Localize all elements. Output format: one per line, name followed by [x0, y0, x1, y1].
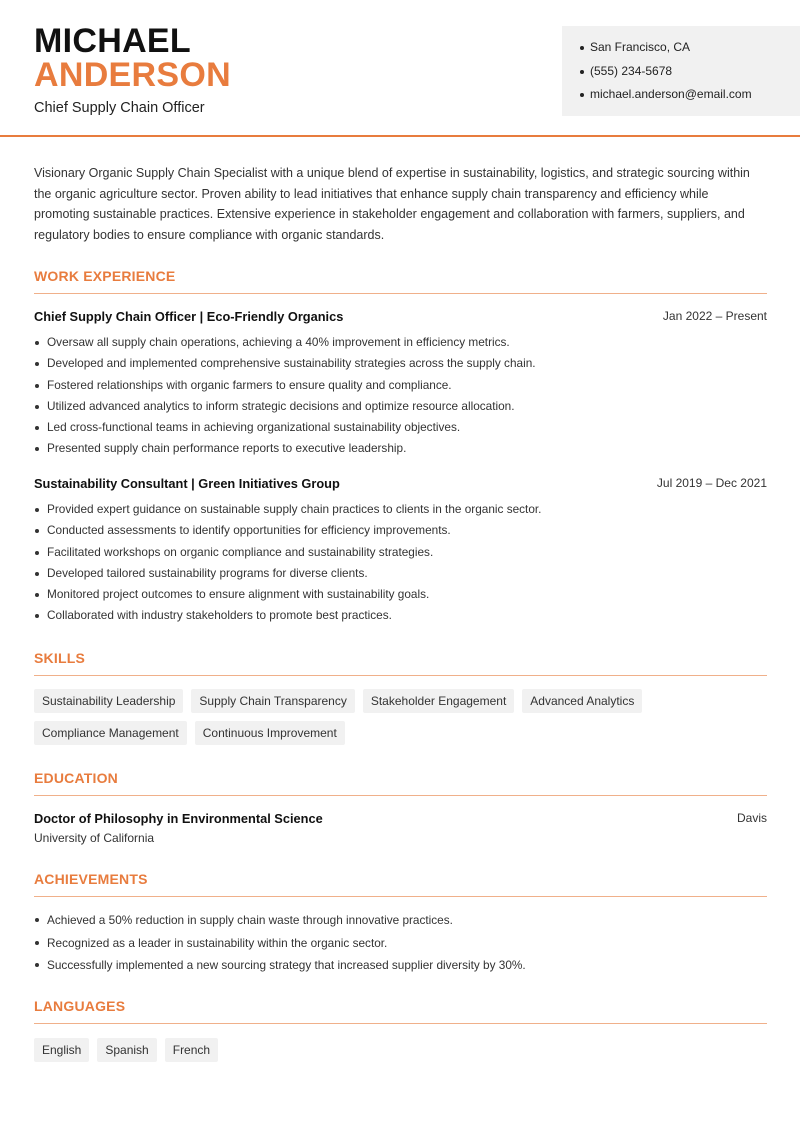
- skill-tag: Supply Chain Transparency: [191, 689, 354, 713]
- achievements-list: [34, 909, 767, 977]
- job-bullets: [34, 499, 767, 627]
- job-bullets: [34, 332, 767, 460]
- skill-tag: Continuous Improvement: [195, 721, 345, 745]
- education-degree: Doctor of Philosophy in Environmental Science: [34, 811, 323, 826]
- contact-email[interactable]: michael.anderson@email.com: [580, 83, 800, 107]
- language-tag: French: [165, 1038, 218, 1062]
- first-name: MICHAEL: [34, 22, 191, 60]
- list-item: Facilitated workshops on organic compliance and sustainability strategies.: [34, 542, 767, 563]
- list-item: Presented supply chain performance reports to executive leadership.: [34, 438, 767, 459]
- list-item: Achieved a 50% reduction in supply chain waste through innovative practices.: [34, 909, 767, 932]
- summary: Visionary Organic Supply Chain Specialist with a unique blend of expertise in sustainability, logistics, and strategic sourcing within the organic agriculture sector. Proven ability to lead initiatives that enhance supply chain transparency and efficiency while promoting sustainable practices. Extensive experience in stakeholder engagement and collaboration with farmers, suppliers, and regulatory bodies to ensure compliance with organic standards.: [34, 166, 750, 243]
- education-school: University of California: [34, 831, 155, 845]
- skill-tag: Sustainability Leadership: [34, 689, 183, 713]
- contact-box: [562, 26, 800, 116]
- languages-list: [34, 1038, 767, 1062]
- skill-tag: Stakeholder Engagement: [363, 689, 514, 713]
- job-title: Chief Supply Chain Officer: [34, 100, 205, 116]
- job-dates: Jan 2022 – Present: [662, 309, 767, 323]
- list-item: Led cross-functional teams in achieving organizational sustainability objectives.: [34, 417, 767, 438]
- language-tag: English: [34, 1038, 89, 1062]
- list-item: Collaborated with industry stakeholders to promote best practices.: [34, 605, 767, 626]
- section-title-skills: SKILLS: [34, 650, 767, 676]
- contact-phone: (555) 234-5678: [580, 60, 800, 84]
- list-item: Developed and implemented comprehensive sustainability strategies across the supply chain.: [34, 353, 767, 374]
- skill-tag: Advanced Analytics: [522, 689, 642, 713]
- section-title-languages: LANGUAGES: [34, 998, 767, 1024]
- job-header: [34, 309, 767, 327]
- job-dates: Jul 2019 – Dec 2021: [656, 476, 767, 490]
- job-header: [34, 476, 767, 494]
- section-title-achievements: ACHIEVEMENTS: [34, 871, 767, 897]
- language-tag: Spanish: [97, 1038, 156, 1062]
- contact-location: San Francisco, CA: [580, 36, 800, 60]
- list-item: Oversaw all supply chain operations, achieving a 40% improvement in efficiency metrics.: [34, 332, 767, 353]
- job-title: Sustainability Consultant | Green Initiatives Group: [34, 476, 340, 491]
- skills-list: [34, 689, 767, 745]
- education-location: Davis: [736, 811, 767, 825]
- list-item: Successfully implemented a new sourcing strategy that increased supplier diversity by 30%.: [34, 954, 767, 977]
- skill-tag: Compliance Management: [34, 721, 187, 745]
- resume-header: [0, 0, 800, 137]
- list-item: Fostered relationships with organic farmers to ensure quality and compliance.: [34, 375, 767, 396]
- list-item: Conducted assessments to identify opportunities for efficiency improvements.: [34, 520, 767, 541]
- job-title: Chief Supply Chain Officer | Eco-Friendly Organics: [34, 309, 344, 324]
- list-item: Developed tailored sustainability programs for diverse clients.: [34, 563, 767, 584]
- list-item: Recognized as a leader in sustainability within the organic sector.: [34, 932, 767, 955]
- list-item: Utilized advanced analytics to inform strategic decisions and optimize resource allocation.: [34, 396, 767, 417]
- list-item: Provided expert guidance on sustainable supply chain practices to clients in the organic sector.: [34, 499, 767, 520]
- section-title-education: EDUCATION: [34, 770, 767, 796]
- last-name: ANDERSON: [34, 56, 231, 94]
- list-item: Monitored project outcomes to ensure alignment with sustainability goals.: [34, 584, 767, 605]
- section-title-work: WORK EXPERIENCE: [34, 268, 767, 294]
